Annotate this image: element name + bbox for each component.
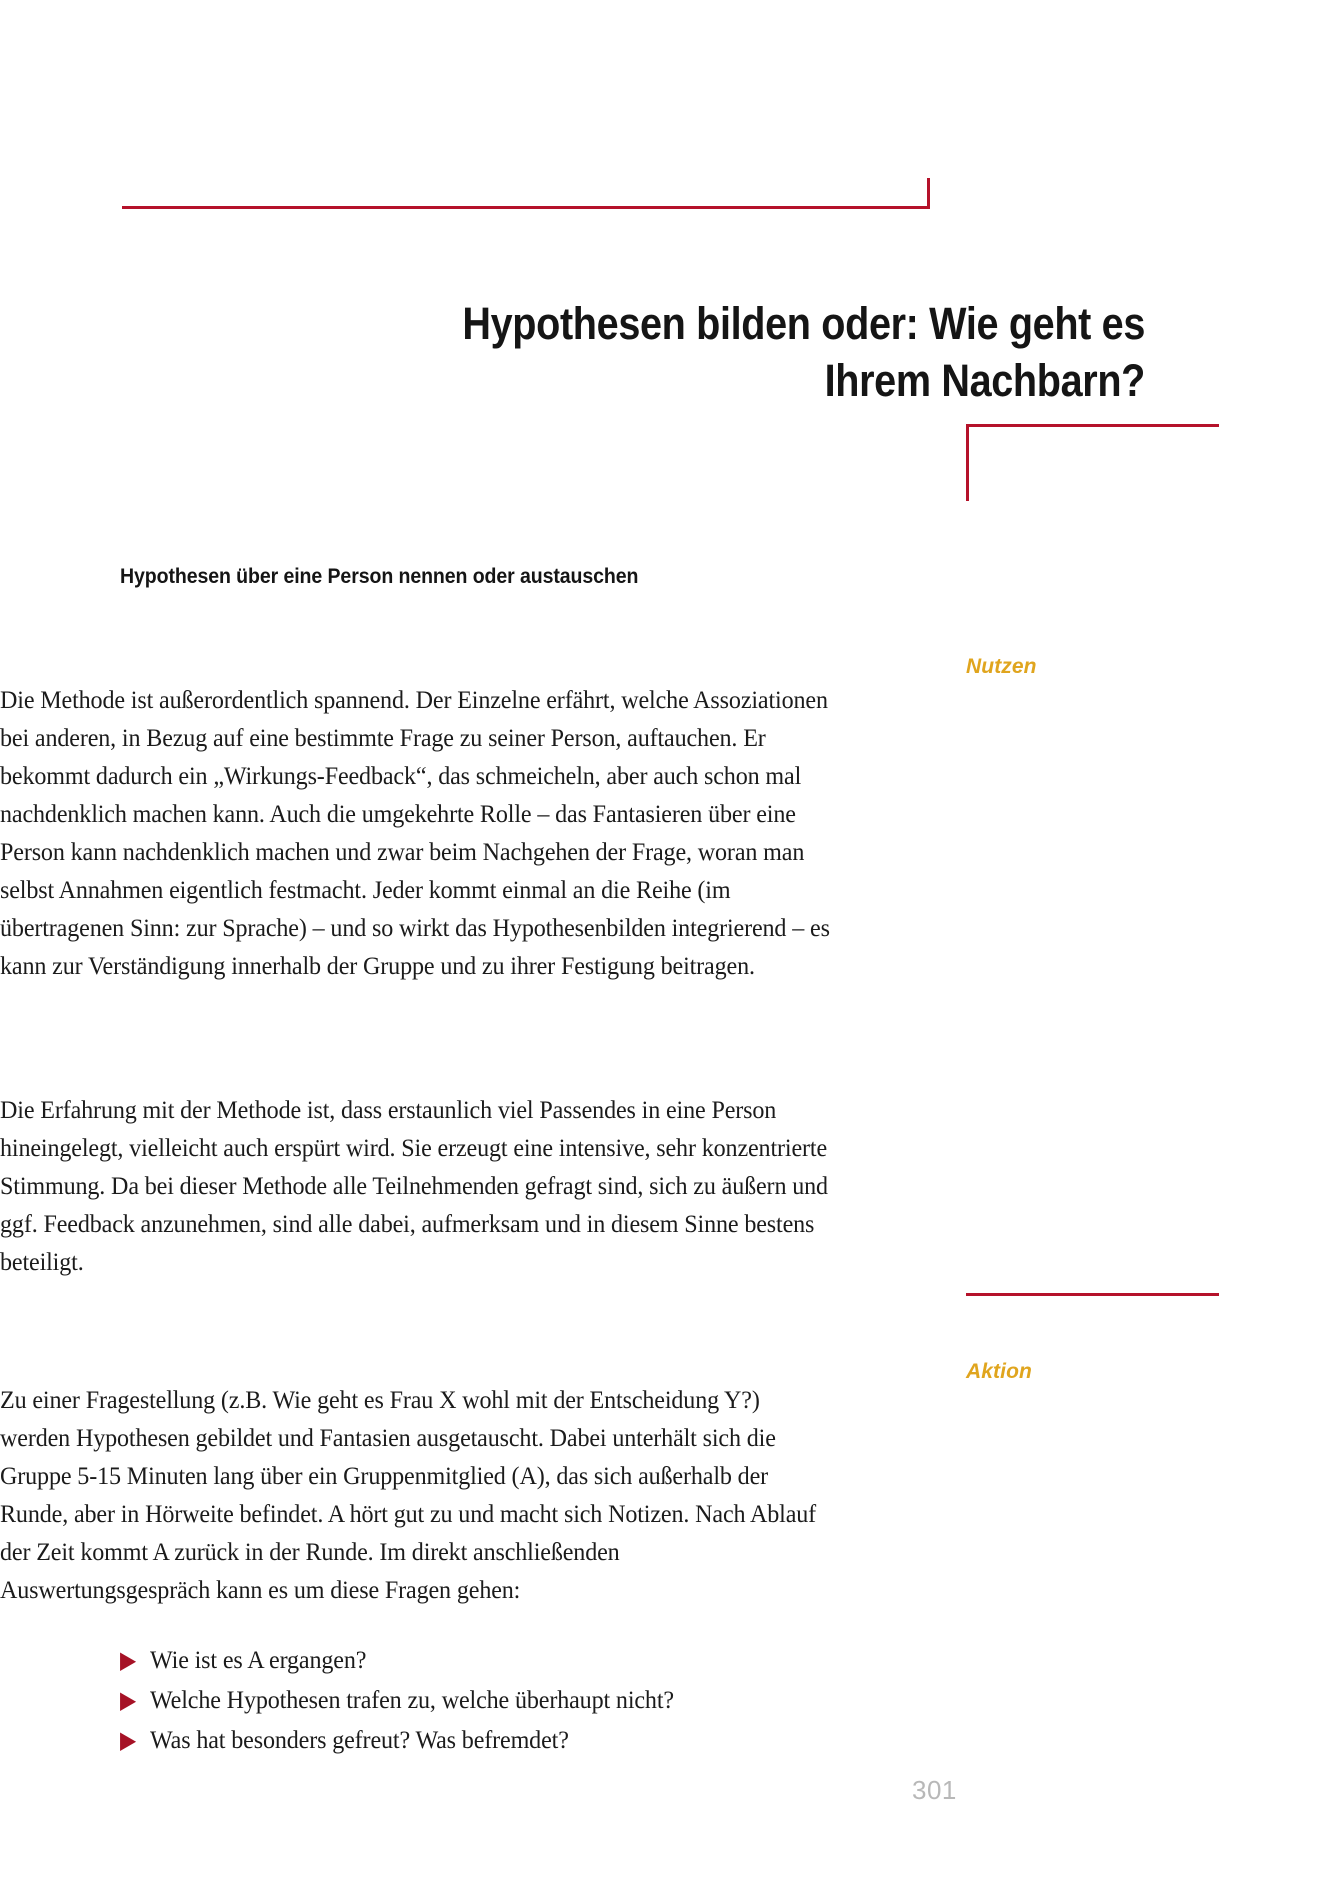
margin-note-aktion: Aktion	[966, 1360, 1032, 1383]
list-item-label: Welche Hypothesen trafen zu, welche überhaupt nicht?	[150, 1685, 674, 1714]
header-rule-line	[122, 206, 930, 209]
body-paragraph-1: Die Methode ist außerordentlich spannend. Der Einzelne erfährt, welche Assoziationen bei anderen, in Bezug auf eine bestimmte Frage zu seiner Person, auftauchen. Er bekommt dadurch ein „Wirkungs-Feedback“, das schmeicheln, aber auch schon mal nachdenklich machen kann. Auch die umgekehrte Rolle – das Fantasieren über eine Person kann nachdenklich machen und zwar beim Nachgehen der Frage, woran man selbst Annahmen eigentlich festmacht. Jeder kommt einmal an die Reihe (im übertragenen Sinn: zur Sprache) – und so wirkt das Hypothesenbilden integrierend – es kann zur Verständigung innerhalb der Gruppe und zu ihrer Festigung beitragen.	[0, 684, 830, 980]
header-rule-tick	[927, 178, 930, 209]
page-title-line-2: Ihrem Nachbarn?	[824, 355, 1145, 407]
list-item	[120, 1680, 1000, 1720]
list-item-label: Was hat besonders gefreut? Was befremdet?	[150, 1725, 569, 1754]
page-number: 301	[912, 1775, 957, 1805]
body-paragraph-2: Die Erfahrung mit der Methode ist, dass erstaunlich viel Passendes in eine Person hineingelegt, vielleicht auch erspürt wird. Sie erzeugt eine intensive, sehr konzentrierte Stimmung. Da bei dieser Methode alle Teilnehmenden gefragt sind, sich zu äußern und ggf. Feedback anzunehmen, sind alle dabei, aufmerksam und in diesem Sinne bestens beteiligt.	[0, 1094, 828, 1276]
page-title-line-1: Hypothesen bilden oder: Wie geht es	[462, 298, 1145, 350]
triangle-right-icon: ▶	[120, 1686, 136, 1714]
title-bracket-vertical	[966, 424, 969, 501]
title-bracket-horizontal	[966, 424, 1219, 427]
list-item	[120, 1720, 1000, 1760]
question-list	[120, 1640, 1000, 1760]
triangle-right-icon: ▶	[120, 1646, 136, 1674]
triangle-right-icon: ▶	[120, 1726, 136, 1754]
list-item	[120, 1640, 1000, 1680]
page-title	[349, 295, 1145, 409]
body-paragraph-3: Zu einer Fragestellung (z.B. Wie geht es Frau X wohl mit der Entscheidung Y?) werden Hypothesen gebildet und Fantasien ausgetauscht. Dabei unterhält sich die Gruppe 5-15 Minuten lang über ein Gruppenmitglied (A), das sich außerhalb der Runde, aber in Hörweite befindet. A hört gut zu und macht sich Notizen. Nach Ablauf der Zeit kommt A zurück in der Runde. Im direkt anschließenden Auswertungsgespräch kann es um diese Fragen gehen:	[0, 1384, 817, 1604]
margin-note-rule	[966, 1293, 1219, 1296]
margin-note-nutzen: Nutzen	[966, 655, 1037, 678]
section-subheading: Hypothesen über eine Person nennen oder austauschen	[120, 565, 639, 589]
list-item-label: Wie ist es A ergangen?	[150, 1645, 367, 1674]
